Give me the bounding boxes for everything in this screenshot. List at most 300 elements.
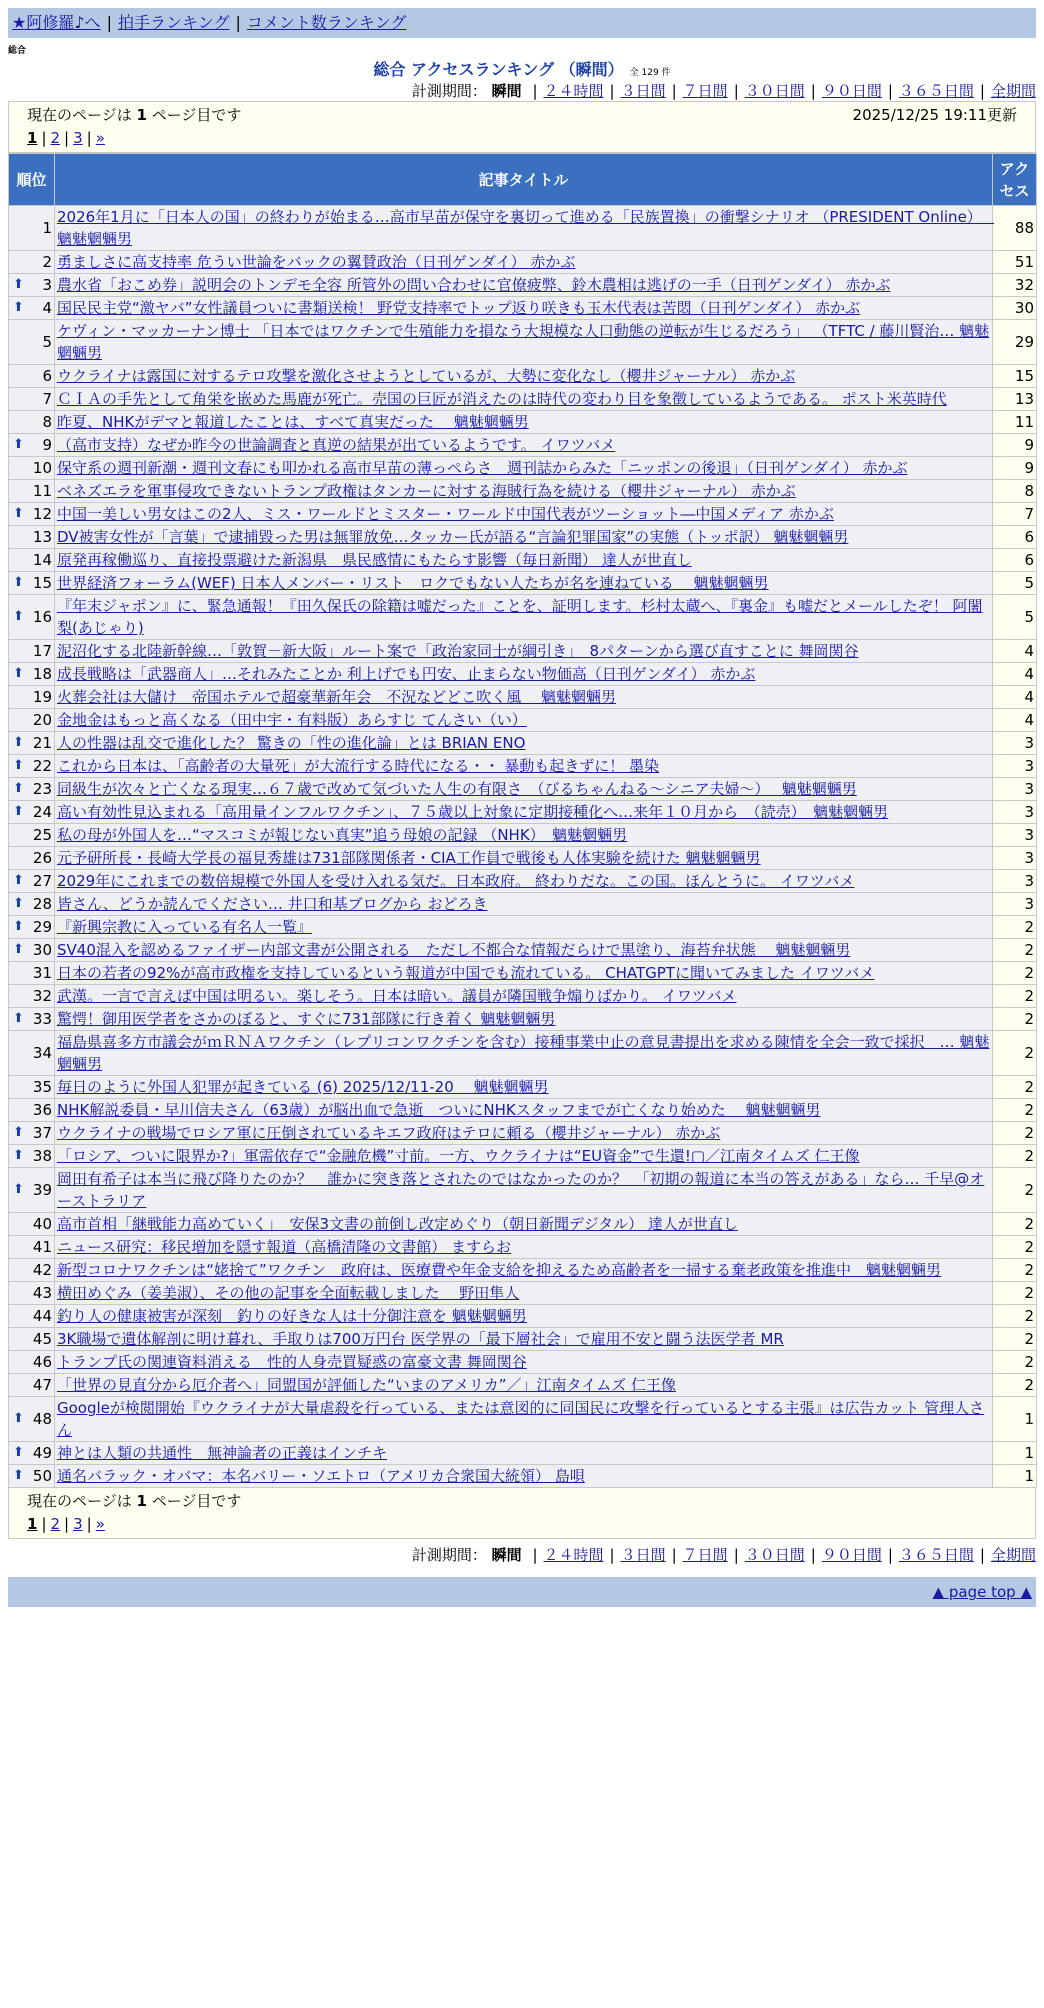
arrow-up-icon: ⬆ xyxy=(13,609,24,624)
rank-number: 19 xyxy=(32,688,52,706)
table-row xyxy=(9,801,1037,824)
rank-cell xyxy=(9,824,55,847)
article-link[interactable]: 『年末ジャポン』に、緊急通報！『田久保氏の除籍は嘘だった』ことを、証明します。杉村太蔵へ、『裏金』も嘘だとメールしたぞ！ 阿闍梨(あじゃり) xyxy=(57,597,983,637)
rank-cell xyxy=(9,1282,55,1305)
period-link[interactable]: ２４時間 xyxy=(543,82,604,100)
access-count: 88 xyxy=(993,206,1037,251)
table-row xyxy=(9,297,1037,320)
current-page-number: 1 xyxy=(136,106,147,124)
current-page-prefix: 現在のページは xyxy=(27,1492,132,1510)
access-count: 9 xyxy=(993,457,1037,480)
pager-status xyxy=(27,104,1017,126)
current-page-text xyxy=(27,1490,241,1512)
table-row xyxy=(9,962,1037,985)
article-link[interactable]: ベネズエラを軍事侵攻できないトランプ政権はタンカーに対する海賊行為を続ける（櫻井ジャーナル） 赤かぶ xyxy=(57,482,796,500)
rank-number: 26 xyxy=(32,849,52,867)
title-cell xyxy=(55,1213,993,1236)
table-row xyxy=(9,686,1037,709)
pager-top xyxy=(8,101,1036,153)
title-cell xyxy=(55,1008,993,1031)
table-row xyxy=(9,824,1037,847)
table-row xyxy=(9,365,1037,388)
access-count: 29 xyxy=(993,320,1037,365)
article-link[interactable]: Googleが検閲開始『ウクライナが大量虐殺を行っている、または意図的に同国民に攻撃を行っているとする主張』は広告カット 管理人さん xyxy=(57,1399,985,1439)
next-page-link[interactable]: » xyxy=(95,129,105,147)
period-link[interactable]: ３日間 xyxy=(620,1546,666,1564)
article-link[interactable]: 2029年にこれまでの数倍規模で外国人を受け入れる気だ。日本政府。 終わりだな。この国。ほんとうに。 イワツバメ xyxy=(57,872,855,890)
table-row xyxy=(9,916,1037,939)
table-row xyxy=(9,457,1037,480)
article-link[interactable]: 金地金はもっと高くなる（田中宇・有料版）あらすじ てんさい（い） xyxy=(57,711,527,729)
title-cell xyxy=(55,1328,993,1351)
table-row xyxy=(9,1259,1037,1282)
title-cell xyxy=(55,1031,993,1076)
table-row xyxy=(9,388,1037,411)
access-count: 6 xyxy=(993,526,1037,549)
access-count: 3 xyxy=(993,755,1037,778)
page-links xyxy=(27,1512,1017,1536)
article-link[interactable]: 高い有効性見込まれる「高用量インフルワクチン」、７５歳以上対象に定期接種化へ…来年１０月から （読売） 魑魅魍魎男 xyxy=(57,803,889,821)
article-link[interactable]: 保守系の週刊新潮・週刊文春にも叩かれる高市早苗の薄っぺらさ 週刊誌からみた「ニッポンの後退」（日刊ゲンダイ） 赤かぶ xyxy=(57,459,908,477)
article-link[interactable]: 原発再稼働巡り、直接投票避けた新潟県 県民感情にもたらす影響（毎日新聞） 達人が世直し xyxy=(57,551,692,569)
rank-cell xyxy=(9,870,55,893)
article-link[interactable]: DV被害女性が「言葉」で逮捕毀った男は無罪放免…タッカー氏が語る“言論犯罪国家”の実態（トッポ訳） 魑魅魍魎男 xyxy=(57,528,849,546)
title-cell xyxy=(55,778,993,801)
rank-number: 15 xyxy=(32,574,52,592)
article-link[interactable]: NHK解説委員・早川信夫さん（63歳）が脳出血で急逝 ついにNHKスタッフまでが亡くなり始めた 魑魅魍魎男 xyxy=(57,1101,821,1119)
table-row xyxy=(9,1076,1037,1099)
arrow-up-icon: ⬆ xyxy=(13,1011,24,1026)
rank-cell xyxy=(9,1008,55,1031)
current-page-suffix: ページ目です xyxy=(151,106,242,124)
rank-cell xyxy=(9,1397,55,1442)
table-row xyxy=(9,1282,1037,1305)
rank-cell xyxy=(9,1465,55,1488)
table-row xyxy=(9,709,1037,732)
home-link[interactable]: ★阿修羅♪へ xyxy=(12,13,101,32)
article-link[interactable]: 3K職場で遺体解剖に明け暮れ、手取りは700万円台 医学界の「最下層社会」で雇用不安と闘う法医学者 MR xyxy=(57,1330,784,1348)
separator: | xyxy=(887,82,893,100)
rank-number: 29 xyxy=(32,918,52,936)
rank-number: 45 xyxy=(32,1330,52,1348)
rank-cell xyxy=(9,572,55,595)
article-link[interactable]: 農水省「おこめ券」説明会のトンデモ全容 所管外の問い合わせに官僚疲弊、鈴木農相は逃げの一手（日刊ゲンダイ） 赤かぶ xyxy=(57,276,891,294)
rank-cell xyxy=(9,1213,55,1236)
period-link[interactable]: 全期間 xyxy=(990,1546,1036,1564)
rank-number: 8 xyxy=(42,413,52,431)
title-cell xyxy=(55,962,993,985)
article-link[interactable]: 神とは人類の共通性 無神論者の正義はインチキ xyxy=(57,1444,388,1462)
rank-cell xyxy=(9,480,55,503)
page-link[interactable]: 2 xyxy=(50,129,61,147)
title-cell xyxy=(55,572,993,595)
access-count: 2 xyxy=(993,962,1037,985)
separator: | xyxy=(979,82,985,100)
access-count: 3 xyxy=(993,847,1037,870)
rank-cell xyxy=(9,365,55,388)
ranking-body xyxy=(9,206,1037,1488)
article-link[interactable]: 人の性器は乱交で進化した？ 驚きの「性の進化論」とは BRIAN ENO xyxy=(57,734,526,752)
rank-cell xyxy=(9,503,55,526)
separator: | xyxy=(979,1546,985,1564)
article-link[interactable]: SV40混入を認めるファイザー内部文書が公開される ただし不都合な情報だらけで黒塗り、海苔弁状態 魑魅魍魎男 xyxy=(57,941,851,959)
page xyxy=(8,8,1036,1607)
arrow-up-icon: ⬆ xyxy=(13,781,24,796)
rank-number: 17 xyxy=(32,642,52,660)
table-row xyxy=(9,251,1037,274)
access-count: 7 xyxy=(993,503,1037,526)
next-page-link[interactable]: » xyxy=(95,1515,105,1533)
rank-cell xyxy=(9,801,55,824)
rank-number: 4 xyxy=(42,299,52,317)
period-selector-bottom xyxy=(8,1545,1036,1565)
article-link[interactable]: ケヴィン・マッカーナン博士 「日本ではワクチンで生殖能力を損なう大規模な人口動態の逆転が生じるだろう」 （TFTC / 藤川賢治… 魑魅魍魎男 xyxy=(57,322,990,362)
arrow-up-icon: ⬆ xyxy=(13,666,24,681)
rank-cell xyxy=(9,916,55,939)
table-row xyxy=(9,870,1037,893)
rank-number: 30 xyxy=(32,941,52,959)
ranking-title: 総合 アクセスランキング （瞬間） xyxy=(373,60,624,79)
current-page-text xyxy=(27,104,241,126)
access-count: 3 xyxy=(993,893,1037,916)
rank-number: 38 xyxy=(32,1147,52,1165)
period-link[interactable]: ９０日間 xyxy=(821,82,882,100)
rank-number: 40 xyxy=(32,1215,52,1233)
article-link[interactable]: 成長戦略は「武器商人」…それみたことか 利上げでも円安、止まらない物価高（日刊ゲンダイ） 赤かぶ xyxy=(57,665,756,683)
article-link[interactable]: 横田めぐみ（姜美淑）、その他の記事を全面転載しました 野田隼人 xyxy=(57,1284,520,1302)
access-count: 2 xyxy=(993,916,1037,939)
access-count: 4 xyxy=(993,709,1037,732)
access-count: 2 xyxy=(993,1213,1037,1236)
col-access-header: アクセス xyxy=(993,154,1037,206)
arrow-up-icon: ⬆ xyxy=(13,1411,24,1426)
title-cell xyxy=(55,847,993,870)
table-row xyxy=(9,1442,1037,1465)
rank-number: 7 xyxy=(42,390,52,408)
rank-number: 22 xyxy=(32,757,52,775)
separator: | xyxy=(86,1515,92,1533)
separator: | xyxy=(86,129,92,147)
title-cell xyxy=(55,1122,993,1145)
access-count: 2 xyxy=(993,1328,1037,1351)
page-current: 1 xyxy=(27,129,38,147)
page-links xyxy=(27,126,1017,150)
title-cell xyxy=(55,1076,993,1099)
article-link[interactable]: 福島県喜多方市議会がｍＲＮＡワクチン（レプリコンワクチンを含む）接種事業中止の意見書提出を求める陳情を全会一致で採択 … 魑魅魍魎男 xyxy=(57,1033,990,1073)
article-link[interactable]: 『新興宗教に入っている有名人一覧』 xyxy=(57,918,313,936)
article-link[interactable]: 「ロシア、ついに限界か?」軍需依存で“金融危機”寸前。一方、ウクライナは“EU資金”で生還!▢／江南タイムズ 仁王像 xyxy=(57,1147,860,1165)
article-link[interactable]: 通名バラック・オバマ：本名バリー・ソエトロ（アメリカ合衆国大統領） 島唄 xyxy=(57,1467,585,1485)
access-count: 2 xyxy=(993,1305,1037,1328)
access-count: 3 xyxy=(993,801,1037,824)
rank-number: 50 xyxy=(32,1467,52,1485)
article-link[interactable]: 泥沼化する北陸新幹線…「敦賀－新大阪」ルート案で「政治家同士が綱引き」 8パターンから選び直すことに 舞岡関谷 xyxy=(57,642,859,660)
article-link[interactable]: 同級生が次々と亡くなる現実…６７歳で改めて気づいた人生の有限さ （びるちゃんねる〜シニア夫婦〜） 魑魅魍魎男 xyxy=(57,780,857,798)
title-cell xyxy=(55,365,993,388)
table-row xyxy=(9,1397,1037,1442)
period-link[interactable]: ３６５日間 xyxy=(898,1546,974,1564)
comment-ranking-link[interactable]: コメント数ランキング xyxy=(246,13,407,32)
table-row xyxy=(9,663,1037,686)
separator: | xyxy=(235,13,241,32)
rank-number: 25 xyxy=(32,826,52,844)
separator: | xyxy=(609,1546,615,1564)
rank-cell xyxy=(9,847,55,870)
table-row xyxy=(9,572,1037,595)
article-link[interactable]: 国民民主党“激ヤバ”女性議員ついに書類送検！ 野党支持率でトップ返り咲きも玉木代表は苦悶（日刊ゲンダイ） 赤かぶ xyxy=(57,299,861,317)
period-link[interactable]: ２４時間 xyxy=(543,1546,604,1564)
article-link[interactable]: 新型コロナワクチンは“姥捨て”ワクチン 政府は、医療費や年金支給を抑えるため高齢者を一掃する棄老政策を推進中 魑魅魍魎男 xyxy=(57,1261,942,1279)
page-current: 1 xyxy=(27,1515,38,1533)
rank-number: 39 xyxy=(32,1181,52,1199)
period-current: 瞬間 xyxy=(491,1546,522,1564)
rank-cell xyxy=(9,893,55,916)
title-cell xyxy=(55,1099,993,1122)
access-count: 2 xyxy=(993,1282,1037,1305)
access-count: 2 xyxy=(993,1145,1037,1168)
applause-ranking-link[interactable]: 拍手ランキング xyxy=(117,13,230,32)
rank-number: 28 xyxy=(32,895,52,913)
col-rank-header: 順位 xyxy=(9,154,55,206)
table-row xyxy=(9,434,1037,457)
arrow-up-icon: ⬆ xyxy=(13,575,24,590)
top-nav xyxy=(8,8,1036,38)
article-link[interactable]: ウクライナの戦場でロシア軍に圧倒されているキエフ政府はテロに頼る（櫻井ジャーナル） 赤かぶ xyxy=(57,1124,721,1142)
access-count: 30 xyxy=(993,297,1037,320)
table-row xyxy=(9,732,1037,755)
rank-number: 6 xyxy=(42,367,52,385)
period-label: 計測期間： xyxy=(411,82,487,100)
page-link[interactable]: 3 xyxy=(73,129,83,147)
title-cell xyxy=(55,1397,993,1442)
title-cell xyxy=(55,870,993,893)
rank-number: 3 xyxy=(42,276,52,294)
article-link[interactable]: 高市首相「継戦能力高めていく」 安保3文書の前倒し改定めぐり（朝日新聞デジタル） 達人が世直し xyxy=(57,1215,738,1233)
rank-cell xyxy=(9,663,55,686)
article-link[interactable]: 日本の若者の92%が高市政権を支持しているという報道が中国でも流れている。 CHATGPTに聞いてみました イワツバメ xyxy=(57,964,875,982)
access-count: 11 xyxy=(993,411,1037,434)
arrow-up-icon: ⬆ xyxy=(13,1148,24,1163)
article-link[interactable]: 元予研所長・長崎大学長の福見秀雄は731部隊関係者・CIA工作員で戦後も人体実験を続けた 魑魅魍魎男 xyxy=(57,849,761,867)
title-cell xyxy=(55,801,993,824)
article-link[interactable]: これから日本は、「高齢者の大量死」が大流行する時代になる・・ 暴動も起きずに！ 墨染 xyxy=(57,757,660,775)
article-link[interactable]: 驚愕！御用医学者をさかのぼると、すぐに731部隊に行き着く 魑魅魍魎男 xyxy=(57,1010,556,1028)
period-link[interactable]: ７日間 xyxy=(682,82,728,100)
updated-time: 2025/12/25 19:11更新 xyxy=(852,106,1017,124)
separator: | xyxy=(64,129,70,147)
access-count: 2 xyxy=(993,1351,1037,1374)
article-link[interactable]: 釣り人の健康被害が深刻 釣りの好きな人は十分御注意を 魑魅魍魎男 xyxy=(57,1307,527,1325)
access-count: 5 xyxy=(993,572,1037,595)
rank-cell xyxy=(9,434,55,457)
table-row xyxy=(9,1351,1037,1374)
separator: | xyxy=(671,1546,677,1564)
table-row xyxy=(9,893,1037,916)
rank-number: 13 xyxy=(32,528,52,546)
article-link[interactable]: 皆さん、どうか読んでください… 井口和基ブログから おどろき xyxy=(57,895,488,913)
access-count: 1 xyxy=(993,1397,1037,1442)
title-cell xyxy=(55,1305,993,1328)
rank-number: 33 xyxy=(32,1010,52,1028)
title-cell xyxy=(55,1236,993,1259)
rank-number: 49 xyxy=(32,1444,52,1462)
page-link[interactable]: 3 xyxy=(73,1515,83,1533)
period-link[interactable]: ３日間 xyxy=(620,82,666,100)
table-row xyxy=(9,1168,1037,1213)
rank-number: 10 xyxy=(32,459,52,477)
rank-number: 43 xyxy=(32,1284,52,1302)
separator: | xyxy=(810,1546,816,1564)
table-row xyxy=(9,1099,1037,1122)
rank-cell xyxy=(9,1031,55,1076)
title-cell xyxy=(55,1442,993,1465)
table-row xyxy=(9,595,1037,640)
rank-number: 2 xyxy=(42,253,52,271)
rank-number: 16 xyxy=(32,608,52,626)
rank-number: 9 xyxy=(42,436,52,454)
article-link[interactable]: ニュース研究：移民増加を隠す報道（高橋清隆の文書館） ますらお xyxy=(57,1238,512,1256)
title-cell xyxy=(55,640,993,663)
access-count: 2 xyxy=(993,1374,1037,1397)
access-count: 2 xyxy=(993,939,1037,962)
title-cell xyxy=(55,549,993,572)
rank-number: 12 xyxy=(32,505,52,523)
period-link[interactable]: ９０日間 xyxy=(821,1546,882,1564)
title-cell xyxy=(55,709,993,732)
rank-cell xyxy=(9,388,55,411)
title-cell xyxy=(55,1282,993,1305)
rank-cell xyxy=(9,1099,55,1122)
article-link[interactable]: ウクライナは露国に対するテロ攻撃を激化させようとしているが、大勢に変化なし（櫻井ジャーナル） 赤かぶ xyxy=(57,367,796,385)
table-row xyxy=(9,640,1037,663)
current-page-prefix: 現在のページは xyxy=(27,106,132,124)
separator: | xyxy=(609,82,615,100)
article-link[interactable]: 私の母が外国人を…“マスコミが報じない真実”追う母娘の記録 （NHK） 魑魅魍魎男 xyxy=(57,826,628,844)
title-cell xyxy=(55,320,993,365)
period-link[interactable]: ３６５日間 xyxy=(898,82,974,100)
arrow-up-icon: ⬆ xyxy=(13,1468,24,1483)
title-cell xyxy=(55,274,993,297)
access-count: 4 xyxy=(993,640,1037,663)
rank-number: 18 xyxy=(32,665,52,683)
title-cell xyxy=(55,526,993,549)
article-link[interactable]: 世界経済フォーラム(WEF) 日本人メンバー・リスト ロクでもない人たちが名を連ねている 魑魅魍魎男 xyxy=(57,574,769,592)
rank-number: 37 xyxy=(32,1124,52,1142)
title-cell xyxy=(55,1351,993,1374)
title-cell xyxy=(55,503,993,526)
access-count: 8 xyxy=(993,480,1037,503)
rank-number: 20 xyxy=(32,711,52,729)
article-link[interactable]: 岡田有希子は本当に飛び降りたのか？ 誰かに突き落とされたのではなかったのか？ 「初期の報道に本当の答えがある」なら… 千早@オーストラリア xyxy=(57,1170,985,1210)
access-count: 2 xyxy=(993,1008,1037,1031)
separator: | xyxy=(532,1546,538,1564)
article-link[interactable]: 毎日のように外国人犯罪が起きている (6) 2025/12/11-20 魑魅魍魎男 xyxy=(57,1078,549,1096)
article-link[interactable]: 火葬会社は大儲け 帝国ホテルで超豪華新年会 不況などどこ吹く風 魑魅魍魎男 xyxy=(57,688,617,706)
access-count: 3 xyxy=(993,778,1037,801)
arrow-up-icon: ⬆ xyxy=(13,277,24,292)
title-cell xyxy=(55,939,993,962)
table-row xyxy=(9,274,1037,297)
arrow-up-icon: ⬆ xyxy=(13,300,24,315)
article-link[interactable]: ＣＩＡの手先として角栄を嵌めた馬鹿が死亡。売国の巨匠が消えたのは時代の変わり目を象徴しているようである。 ポスト米英時代 xyxy=(57,390,947,408)
table-row xyxy=(9,1213,1037,1236)
rank-cell xyxy=(9,206,55,251)
article-link[interactable]: 昨夏、NHKがデマと報道したことは、すべて真実だった 魑魅魍魎男 xyxy=(57,413,529,431)
rank-number: 11 xyxy=(32,482,52,500)
table-row xyxy=(9,1236,1037,1259)
separator: | xyxy=(671,82,677,100)
table-row xyxy=(9,206,1037,251)
article-link[interactable]: 「世界の見直分から厄介者へ」同盟国が評価した“いまのアメリカ”／」江南タイムズ 仁王像 xyxy=(57,1376,676,1394)
table-row xyxy=(9,1465,1037,1488)
access-count: 2 xyxy=(993,1122,1037,1145)
separator: | xyxy=(64,1515,70,1533)
rank-cell xyxy=(9,1442,55,1465)
period-link[interactable]: 全期間 xyxy=(990,82,1036,100)
rank-cell xyxy=(9,274,55,297)
rank-number: 24 xyxy=(32,803,52,821)
title-cell xyxy=(55,916,993,939)
article-link[interactable]: （高市支持）なぜか昨今の世論調査と真逆の結果が出ているようです。 イワツバメ xyxy=(57,436,616,454)
rank-number: 14 xyxy=(32,551,52,569)
title-cell xyxy=(55,1374,993,1397)
access-count: 1 xyxy=(993,1465,1037,1488)
title-cell xyxy=(55,297,993,320)
page-top-link[interactable]: ▲ page top ▲ xyxy=(932,1583,1032,1601)
period-link[interactable]: ３０日間 xyxy=(744,82,805,100)
rank-number: 5 xyxy=(42,333,52,351)
arrow-up-icon: ⬆ xyxy=(13,873,24,888)
article-link[interactable]: 武漢。一言で言えば中国は明るい。楽しそう。日本は暗い。議員が隣国戦争煽りばかり。 イワツバメ xyxy=(57,987,737,1005)
rank-number: 48 xyxy=(32,1410,52,1428)
period-link[interactable]: ３０日間 xyxy=(744,1546,805,1564)
rank-number: 27 xyxy=(32,872,52,890)
arrow-up-icon: ⬆ xyxy=(13,896,24,911)
total-count: 全 129 件 xyxy=(629,68,671,78)
table-row xyxy=(9,1328,1037,1351)
rank-number: 21 xyxy=(32,734,52,752)
article-link[interactable]: 2026年1月に「日本人の国」の終わりが始まる…高市早苗が保守を裏切って進める「民族置換」の衝撃シナリオ （PRESIDENT Online） 魑魅魍魎男 xyxy=(57,208,995,248)
title-cell xyxy=(55,480,993,503)
article-link[interactable]: 中国一美しい男女はこの2人、ミス・ワールドとミスター・ワールド中国代表がツーショット―中国メディア 赤かぶ xyxy=(57,505,834,523)
period-link[interactable]: ７日間 xyxy=(682,1546,728,1564)
separator: | xyxy=(810,82,816,100)
rank-cell xyxy=(9,595,55,640)
table-row xyxy=(9,526,1037,549)
rank-cell xyxy=(9,1236,55,1259)
table-row xyxy=(9,1374,1037,1397)
article-link[interactable]: トランプ氏の関連資料消える 性的人身売買疑惑の富豪文書 舞岡関谷 xyxy=(57,1353,527,1371)
rank-cell xyxy=(9,1305,55,1328)
article-link[interactable]: 勇ましさに高支持率 危うい世論をバックの翼賛政治（日刊ゲンダイ） 赤かぶ xyxy=(57,253,576,271)
separator: | xyxy=(106,13,112,32)
title-cell xyxy=(55,388,993,411)
separator: | xyxy=(532,82,538,100)
rank-number: 36 xyxy=(32,1101,52,1119)
page-link[interactable]: 2 xyxy=(50,1515,61,1533)
title-cell xyxy=(55,1259,993,1282)
rank-cell xyxy=(9,1328,55,1351)
arrow-up-icon: ⬆ xyxy=(13,735,24,750)
separator: | xyxy=(733,82,739,100)
title-cell xyxy=(55,595,993,640)
arrow-up-icon: ⬆ xyxy=(13,437,24,452)
title-cell xyxy=(55,1168,993,1213)
rank-cell xyxy=(9,457,55,480)
access-count: 1 xyxy=(993,1442,1037,1465)
title-cell xyxy=(55,457,993,480)
table-row xyxy=(9,1305,1037,1328)
